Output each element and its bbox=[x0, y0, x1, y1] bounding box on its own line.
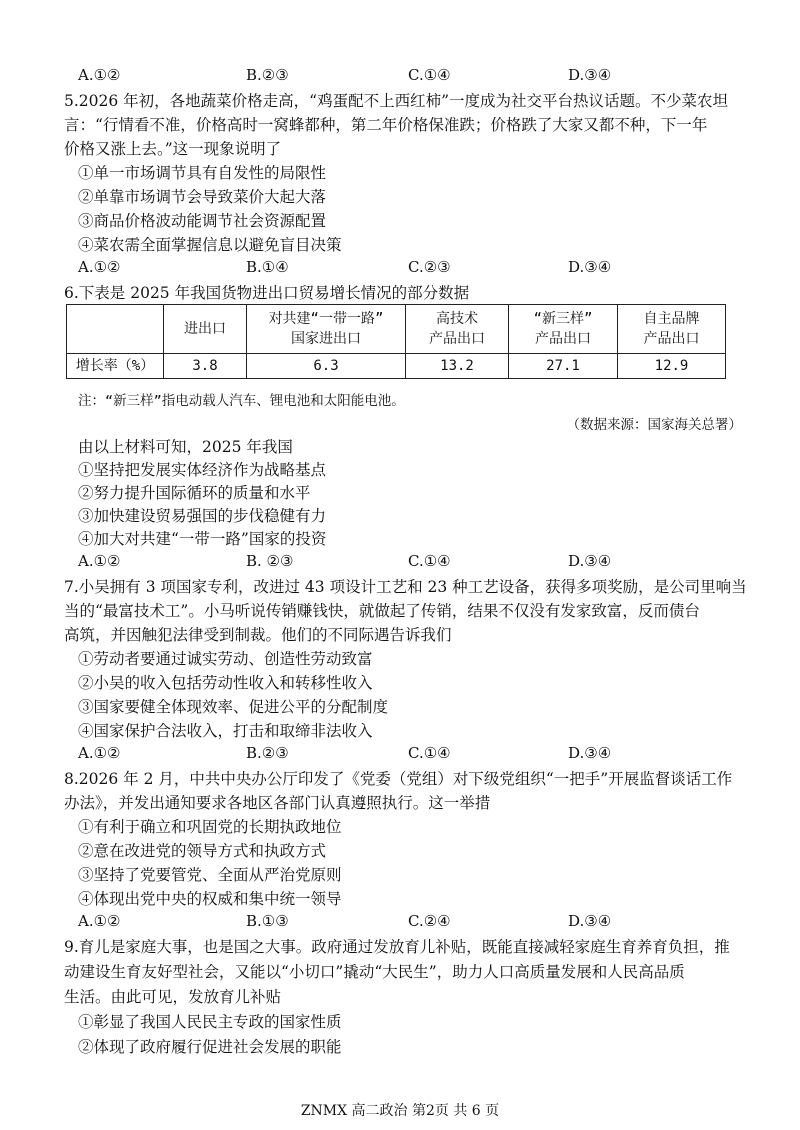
q5-item: ③商品价格波动能调节社会资源配置 bbox=[78, 212, 327, 230]
row-label-cell: 增长率（%） bbox=[67, 354, 164, 379]
q6-item: ③加快建设贸易强国的步伐稳健有力 bbox=[78, 507, 327, 525]
header-text: 对共建“一带一路” bbox=[268, 311, 384, 327]
q9-item: ①彰显了我国人民民主专政的国家性质 bbox=[78, 1013, 342, 1031]
table-cell: 13.2 bbox=[406, 354, 509, 379]
table-cell: 12.9 bbox=[618, 354, 726, 379]
q7-item: ③国家要健全体现效率、促进公平的分配制度 bbox=[78, 698, 389, 716]
option-d: D.③④ bbox=[568, 66, 612, 84]
table-header-cell bbox=[164, 305, 247, 354]
q8-item: ④体现出党中央的权威和集中统一领导 bbox=[78, 890, 342, 908]
option-a: A.①② bbox=[78, 912, 121, 930]
header-text: 产品出口 bbox=[643, 331, 700, 347]
q5-stem-line: 5.2026 年初，各地蔬菜价格走高，“鸡蛋配不上西红柿”一度成为社交平台热议话题。不少菜农坦 bbox=[64, 92, 729, 110]
option-a: A.①② bbox=[78, 744, 121, 762]
table-header-cell bbox=[618, 305, 726, 354]
option-a: A.①② bbox=[78, 258, 121, 276]
q8-stem-line: 办法》，并发出通知要求各地区各部门认真遵照执行。这一举措 bbox=[64, 794, 491, 812]
q9-stem-line: 9.育儿是家庭大事，也是国之大事。政府通过发放育儿补贴，既能直接减轻家庭生育养育负担，推 bbox=[64, 938, 730, 956]
q5-options bbox=[78, 258, 718, 280]
option-b: B.②③ bbox=[246, 744, 289, 762]
table-cell: 3.8 bbox=[164, 354, 247, 379]
q7-stem-line: 高筑，并因触犯法律受到制裁。他们的不同际遇告诉我们 bbox=[64, 626, 452, 644]
header-text: 产品出口 bbox=[535, 331, 591, 347]
option-a: A.①② bbox=[78, 552, 121, 570]
header-text: “新三样” bbox=[533, 311, 593, 327]
q6-item: ④加大对共建“一带一路”国家的投资 bbox=[78, 530, 327, 548]
q8-stem-line: 8.2026 年 2 月，中共中央办公厅印发了《党委（党组）对下级党组织“一把手”开展监督谈话工作 bbox=[64, 770, 733, 788]
option-b: B.①④ bbox=[246, 258, 289, 276]
header-text: 高技术 bbox=[436, 311, 478, 327]
table-note: 注：“新三样”指电动载人汽车、锂电池和太阳能电池。 bbox=[78, 393, 405, 409]
q8-options bbox=[78, 912, 718, 934]
q6-item: ①坚持把发展实体经济作为战略基点 bbox=[78, 461, 327, 479]
q5-stem-line: 价格又涨上去。”这一现象说明了 bbox=[64, 140, 282, 158]
q6-options bbox=[78, 552, 718, 574]
option-d: D.③④ bbox=[568, 912, 612, 930]
q5-stem-line: 言：“行情看不准，价格高时一窝蜂都种，第二年价格保准跌；价格跌了大家又都不种，下一年 bbox=[64, 116, 708, 134]
q7-item: ④国家保护合法收入，打击和取缔非法收入 bbox=[78, 722, 373, 740]
q9-stem-line: 动建设生育友好型社会，又能以“小切口”撬动“大民生”，助力人口高质量发展和人民高品质 bbox=[64, 963, 685, 981]
option-c: C.②④ bbox=[408, 912, 451, 930]
option-d: D.③④ bbox=[568, 552, 612, 570]
option-b: B.①③ bbox=[246, 912, 289, 930]
table-header-cell bbox=[509, 305, 618, 354]
q7-stem-line: 当的“最富技术工”。小马听说传销赚钱快，就做起了传销，结果不仅没有发家致富，反而债台 bbox=[64, 602, 700, 620]
q7-stem-line: 7.小吴拥有 3 项国家专利，改进过 43 项设计工艺和 23 种工艺设备，获得多项奖励，是公司里响当 bbox=[64, 578, 747, 596]
table-corner-cell bbox=[67, 305, 164, 354]
q7-options bbox=[78, 744, 718, 766]
table-cell: 27.1 bbox=[509, 354, 618, 379]
q5-item: ④菜农需全面掌握信息以避免盲目决策 bbox=[78, 236, 342, 254]
q5-item: ①单一市场调节具有自发性的局限性 bbox=[78, 164, 327, 182]
option-c: C.①④ bbox=[408, 66, 451, 84]
header-text: 进出口 bbox=[184, 321, 226, 337]
q4-options bbox=[78, 66, 718, 88]
q8-item: ③坚持了党要管党、全面从严治党原则 bbox=[78, 866, 342, 884]
q9-stem-line: 生活。由此可见，发放育儿补贴 bbox=[64, 988, 282, 1006]
q8-item: ②意在改进党的领导方式和执政方式 bbox=[78, 842, 327, 860]
option-d: D.③④ bbox=[568, 258, 612, 276]
option-d: D.③④ bbox=[568, 744, 612, 762]
q9-item: ②体现了政府履行促进社会发展的职能 bbox=[78, 1038, 342, 1056]
option-c: C.①④ bbox=[408, 552, 451, 570]
table-header-row bbox=[67, 305, 726, 354]
trade-growth-table bbox=[66, 304, 726, 379]
q7-item: ①劳动者要通过诚实劳动、创造性劳动致富 bbox=[78, 650, 373, 668]
table-header-cell bbox=[247, 305, 406, 354]
data-source: （数据来源：国家海关总署） bbox=[566, 417, 742, 433]
q6-item: ②努力提升国际循环的质量和水平 bbox=[78, 484, 311, 502]
header-text: 国家进出口 bbox=[291, 331, 361, 347]
q8-item: ①有利于确立和巩固党的长期执政地位 bbox=[78, 818, 342, 836]
q5-item: ②单靠市场调节会导致菜价大起大落 bbox=[78, 188, 327, 206]
option-b: B. ②③ bbox=[246, 552, 294, 570]
table-cell: 6.3 bbox=[247, 354, 406, 379]
option-b: B.②③ bbox=[246, 66, 289, 84]
header-text: 产品出口 bbox=[429, 331, 485, 347]
table-header-cell bbox=[406, 305, 509, 354]
q6-stem: 6.下表是 2025 年我国货物进出口贸易增长情况的部分数据 bbox=[64, 284, 470, 302]
q7-item: ②小吴的收入包括劳动性收入和转移性收入 bbox=[78, 674, 373, 692]
option-c: C.②③ bbox=[408, 258, 451, 276]
option-a: A.①② bbox=[78, 66, 121, 84]
option-c: C.①④ bbox=[408, 744, 451, 762]
q6-lead: 由以上材料可知，2025 年我国 bbox=[78, 438, 293, 456]
page-footer: ZNMX 高二政治 第2页 共 6 页 bbox=[300, 1103, 500, 1119]
table-row bbox=[67, 354, 726, 379]
header-text: 自主品牌 bbox=[643, 311, 700, 327]
